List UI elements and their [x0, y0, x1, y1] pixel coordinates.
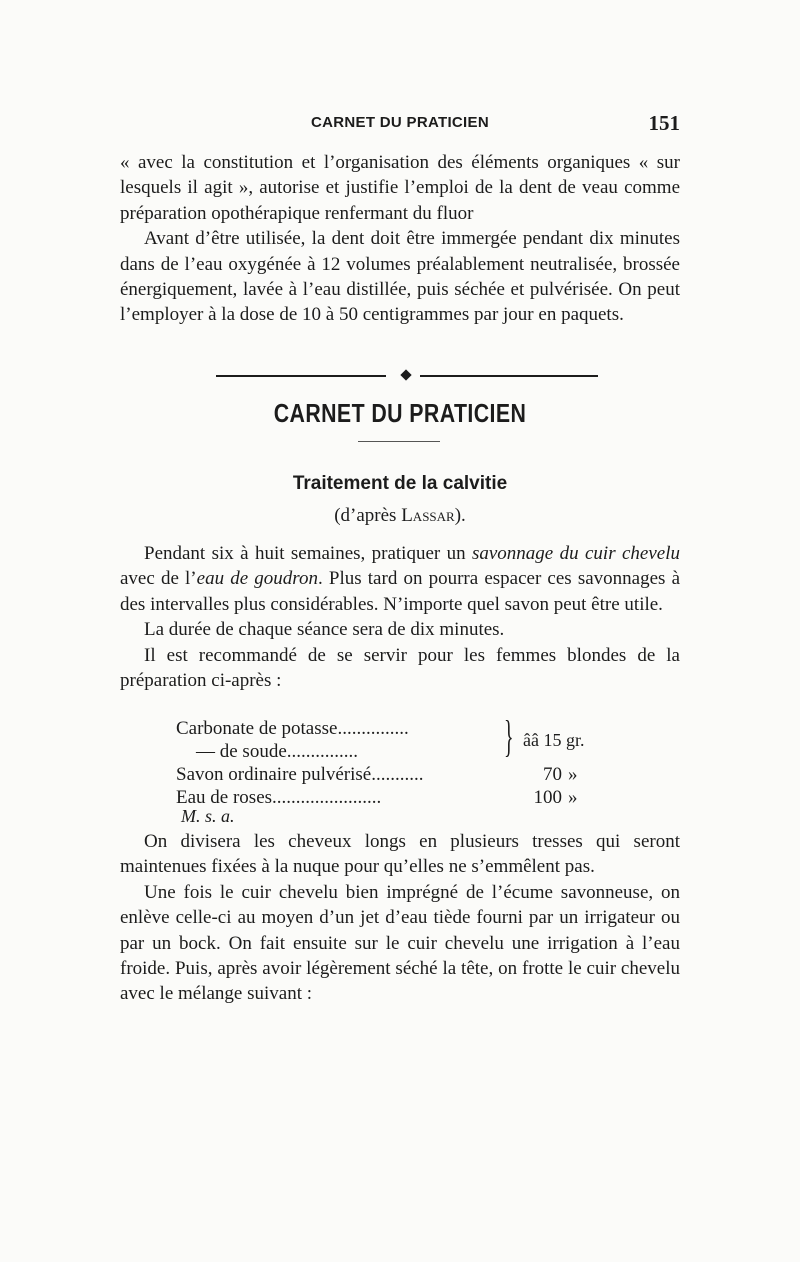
source-suffix: ). — [454, 505, 466, 526]
section-title: CARNET DU PRATICIEN — [273, 398, 527, 428]
ingredient-name: Carbonate de potasse............... — [176, 718, 409, 739]
article-title: Traitement de la calvitie — [292, 473, 508, 494]
intro-paragraph-1: « avec la constitution et l’organisation des éléments organiques « sur lesquels il agit », autorise et justifie l’emploi de la dent de veau comme préparation opothérapique renfermant du fluor — [120, 152, 680, 224]
after-paragraph-1: On divisera les cheveux longs en plusieurs tresses qui seront maintenues fixées à la nuque pour qu’elles ne s’emmêlent pas. — [120, 831, 680, 878]
divider-rule-left — [216, 375, 386, 377]
method-paragraph-3: Il est recommandé de se servir pour les femmes blondes de la préparation ci-après : — [120, 644, 680, 692]
running-title: CARNET DU PRATICIEN — [311, 114, 489, 131]
ingredient-quantity: 100 — [533, 787, 562, 808]
method-paragraph-2: La durée de chaque séance sera de dix minutes. — [144, 619, 505, 641]
emphasis: eau de goudron — [196, 568, 318, 590]
emphasis: savonnage du cuir chevelu — [471, 543, 680, 564]
ingredient-unit: » — [568, 787, 578, 808]
intro-paragraph-2: Avant d’être utilisée, la dent doit être immergée pendant dix minutes dans de l’eau oxygénée à 12 volumes préalablement neutralisée, brossée énergiquement, lavée à l’eau distillée, puis séchée et pulvérisée. On peut l’employer à la dose de 10 à 50 centigrammes par jour en paquets. — [120, 228, 680, 326]
ingredient-name: — de soude............... — [196, 741, 359, 762]
text-run: avec de l’ — [120, 568, 197, 590]
article-source — [120, 505, 680, 527]
text-run: Pendant six à huit semaines, pratiquer un — [144, 543, 472, 564]
source-author: Lassar — [401, 505, 455, 526]
ingredient-name: Savon ordinaire pulvérisé........... — [176, 764, 424, 785]
source-prefix: (d’après — [334, 505, 402, 526]
intro-text — [120, 150, 680, 328]
method-paragraph-1 — [120, 541, 680, 617]
brace-icon: } — [504, 712, 514, 761]
recipe-instruction: M. s. a. — [181, 806, 235, 826]
text-run: . Plus tard on pourra espacer ces savonnages à des intervalles plus considérables. N’importe quel savon peut être utile. — [120, 568, 681, 615]
section-divider — [216, 370, 598, 382]
divider-diamond-icon — [400, 369, 411, 380]
method-text — [120, 541, 680, 693]
title-underline — [358, 441, 440, 442]
ingredient-unit: » — [568, 764, 578, 785]
recipe-row — [176, 717, 676, 740]
ingredient-quantity: ââ 15 gr. — [523, 730, 585, 750]
recipe-row — [176, 763, 676, 786]
ingredient-quantity: 70 — [543, 764, 562, 785]
page-header — [120, 111, 680, 138]
page-number: 151 — [648, 111, 680, 135]
recipe-table — [176, 712, 676, 809]
ingredient-name: Eau de roses....................... — [176, 787, 382, 808]
divider-rule-right — [420, 375, 598, 377]
after-paragraph-2: Une fois le cuir chevelu bien imprégné de l’écume savonneuse, on enlève celle-ci au moyen d’un jet d’eau tiède fourni par un irrigateur ou par un bock. On fait ensuite sur le cuir chevelu une irrigation à l’eau froide. Puis, après avoir légèrement séché la tête, on frotte le cuir chevelu avec le mélange suivant : — [120, 881, 680, 1005]
after-text — [120, 829, 680, 1007]
recipe-row — [176, 786, 676, 809]
